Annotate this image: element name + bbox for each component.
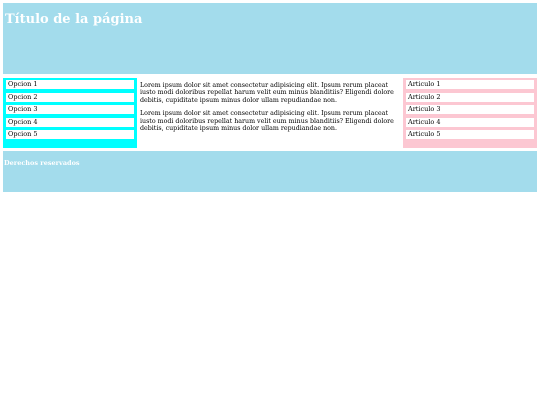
article-item-5[interactable]: Articulo 5	[406, 130, 534, 139]
articles-sidebar	[403, 78, 537, 148]
nav-item-opcion-4[interactable]: Opcion 4	[6, 118, 134, 127]
main-content	[140, 82, 402, 138]
nav-item-opcion-1[interactable]: Opcion 1	[6, 80, 134, 89]
page-title: Título de la página	[5, 12, 143, 27]
main-paragraph-2: Lorem ipsum dolor sit amet consectetur adipisicing elit. Ipsum rerum placeat iusto modi doloribus repellat harum velit eum minus blanditiis? Eligendi dolore debitis, cupiditate ipsum minus dolor ullam repudiandae non.	[140, 110, 394, 133]
content-area	[3, 77, 537, 149]
articles-list	[406, 80, 534, 139]
article-item-2[interactable]: Articulo 2	[406, 93, 534, 102]
nav-item-opcion-3[interactable]: Opcion 3	[6, 105, 134, 114]
nav-item-opcion-5[interactable]: Opcion 5	[6, 130, 134, 139]
article-item-3[interactable]: Articulo 3	[406, 105, 534, 114]
nav-item-opcion-2[interactable]: Opcion 2	[6, 93, 134, 102]
article-item-1[interactable]: Articulo 1	[406, 80, 534, 89]
article-item-4[interactable]: Articulo 4	[406, 118, 534, 127]
page-footer	[3, 151, 537, 192]
footer-text: Derechos reservados	[4, 159, 80, 167]
nav-list	[6, 80, 134, 139]
page-header	[3, 3, 537, 74]
main-paragraph-1: Lorem ipsum dolor sit amet consectetur adipisicing elit. Ipsum rerum placeat iusto modi doloribus repellat harum velit eum minus blanditiis? Eligendi dolore debitis, cupiditate ipsum minus dolor ullam repudiandae non.	[140, 82, 394, 104]
nav-menu	[3, 78, 137, 148]
